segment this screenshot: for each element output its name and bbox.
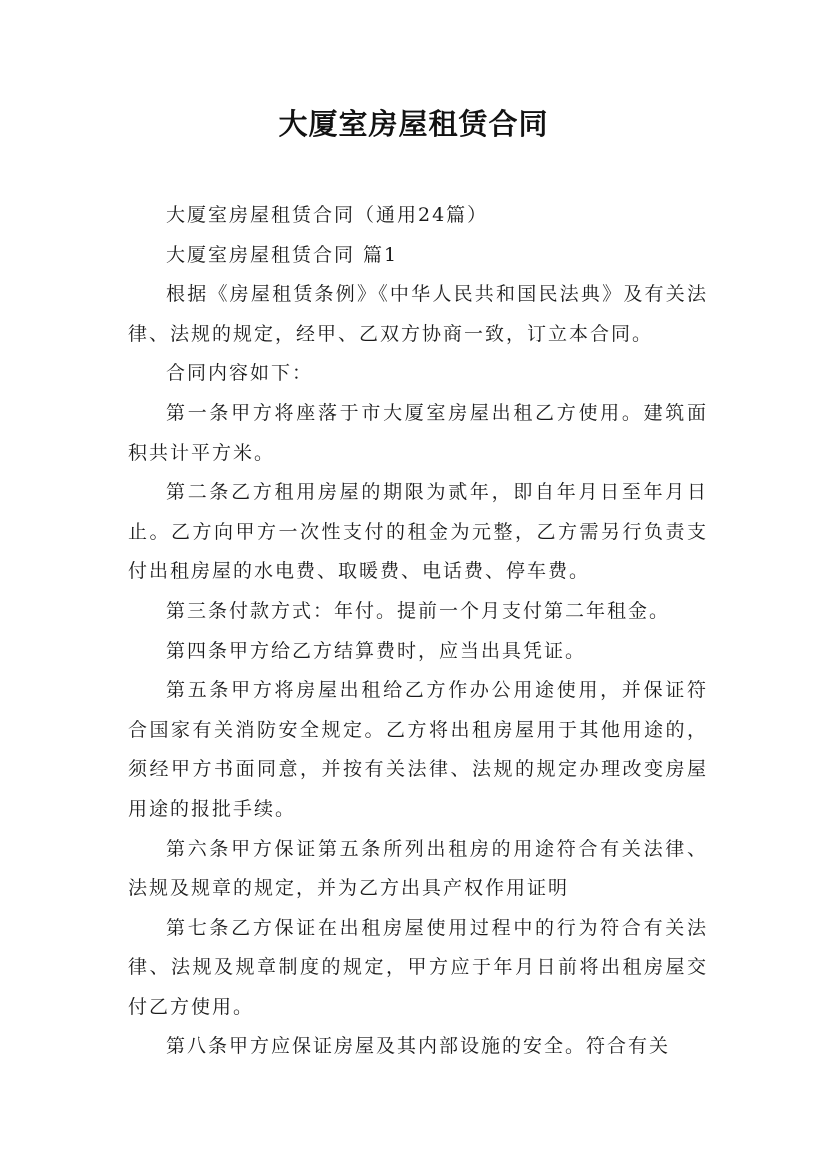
paragraph-article-7: 第七条乙方保证在出租房屋使用过程中的行为符合有关法律、法规及规章制度的规定，甲方应于年月日前将出租房屋交付乙方使用。 [128, 916, 708, 1018]
paragraph-article-5: 第五条甲方将房屋出租给乙方作办公用途使用，并保证符合国家有关消防安全规定。乙方将出租房屋用于其他用途的，须经甲方书面同意，并按有关法律、法规的规定办理改变房屋用途的报批手续。 [128, 679, 708, 820]
paragraph-article-4: 第四条甲方给乙方结算费时，应当出具凭证。 [166, 639, 587, 662]
paragraph-article-3: 第三条付款方式：年付。提前一个月支付第二年租金。 [166, 599, 671, 622]
paragraph-article-1: 第一条甲方将座落于市大厦室房屋出租乙方使用。建筑面积共计平方米。 [128, 401, 708, 464]
document-body [128, 196, 708, 1067]
paragraph-section-heading: 大厦室房屋租赁合同 篇1 [166, 243, 399, 266]
paragraph-subtitle: 大厦室房屋租赁合同（通用24篇） [166, 204, 489, 226]
paragraph-intro: 合同内容如下： [166, 362, 314, 385]
document-title: 大厦室房屋租赁合同 [278, 107, 549, 141]
paragraph-preamble: 根据《房屋租赁条例》《中华人民共和国民法典》及有关法律、法规的规定，经甲、乙双方协商一致，订立本合同。 [128, 283, 708, 345]
paragraph-article-8: 第八条甲方应保证房屋及其内部设施的安全。符合有关 [166, 1035, 671, 1058]
paragraph-article-2: 第二条乙方租用房屋的期限为贰年，即自年月日至年月日止。乙方向甲方一次性支付的租金为元整，乙方需另行负责支付出租房屋的水电费、取暖费、电话费、停车费。 [128, 481, 708, 583]
paragraph-article-6: 第六条甲方保证第五条所列出租房的用途符合有关法律、法规及规章的规定，并为乙方出具产权作用证明 [128, 837, 708, 900]
